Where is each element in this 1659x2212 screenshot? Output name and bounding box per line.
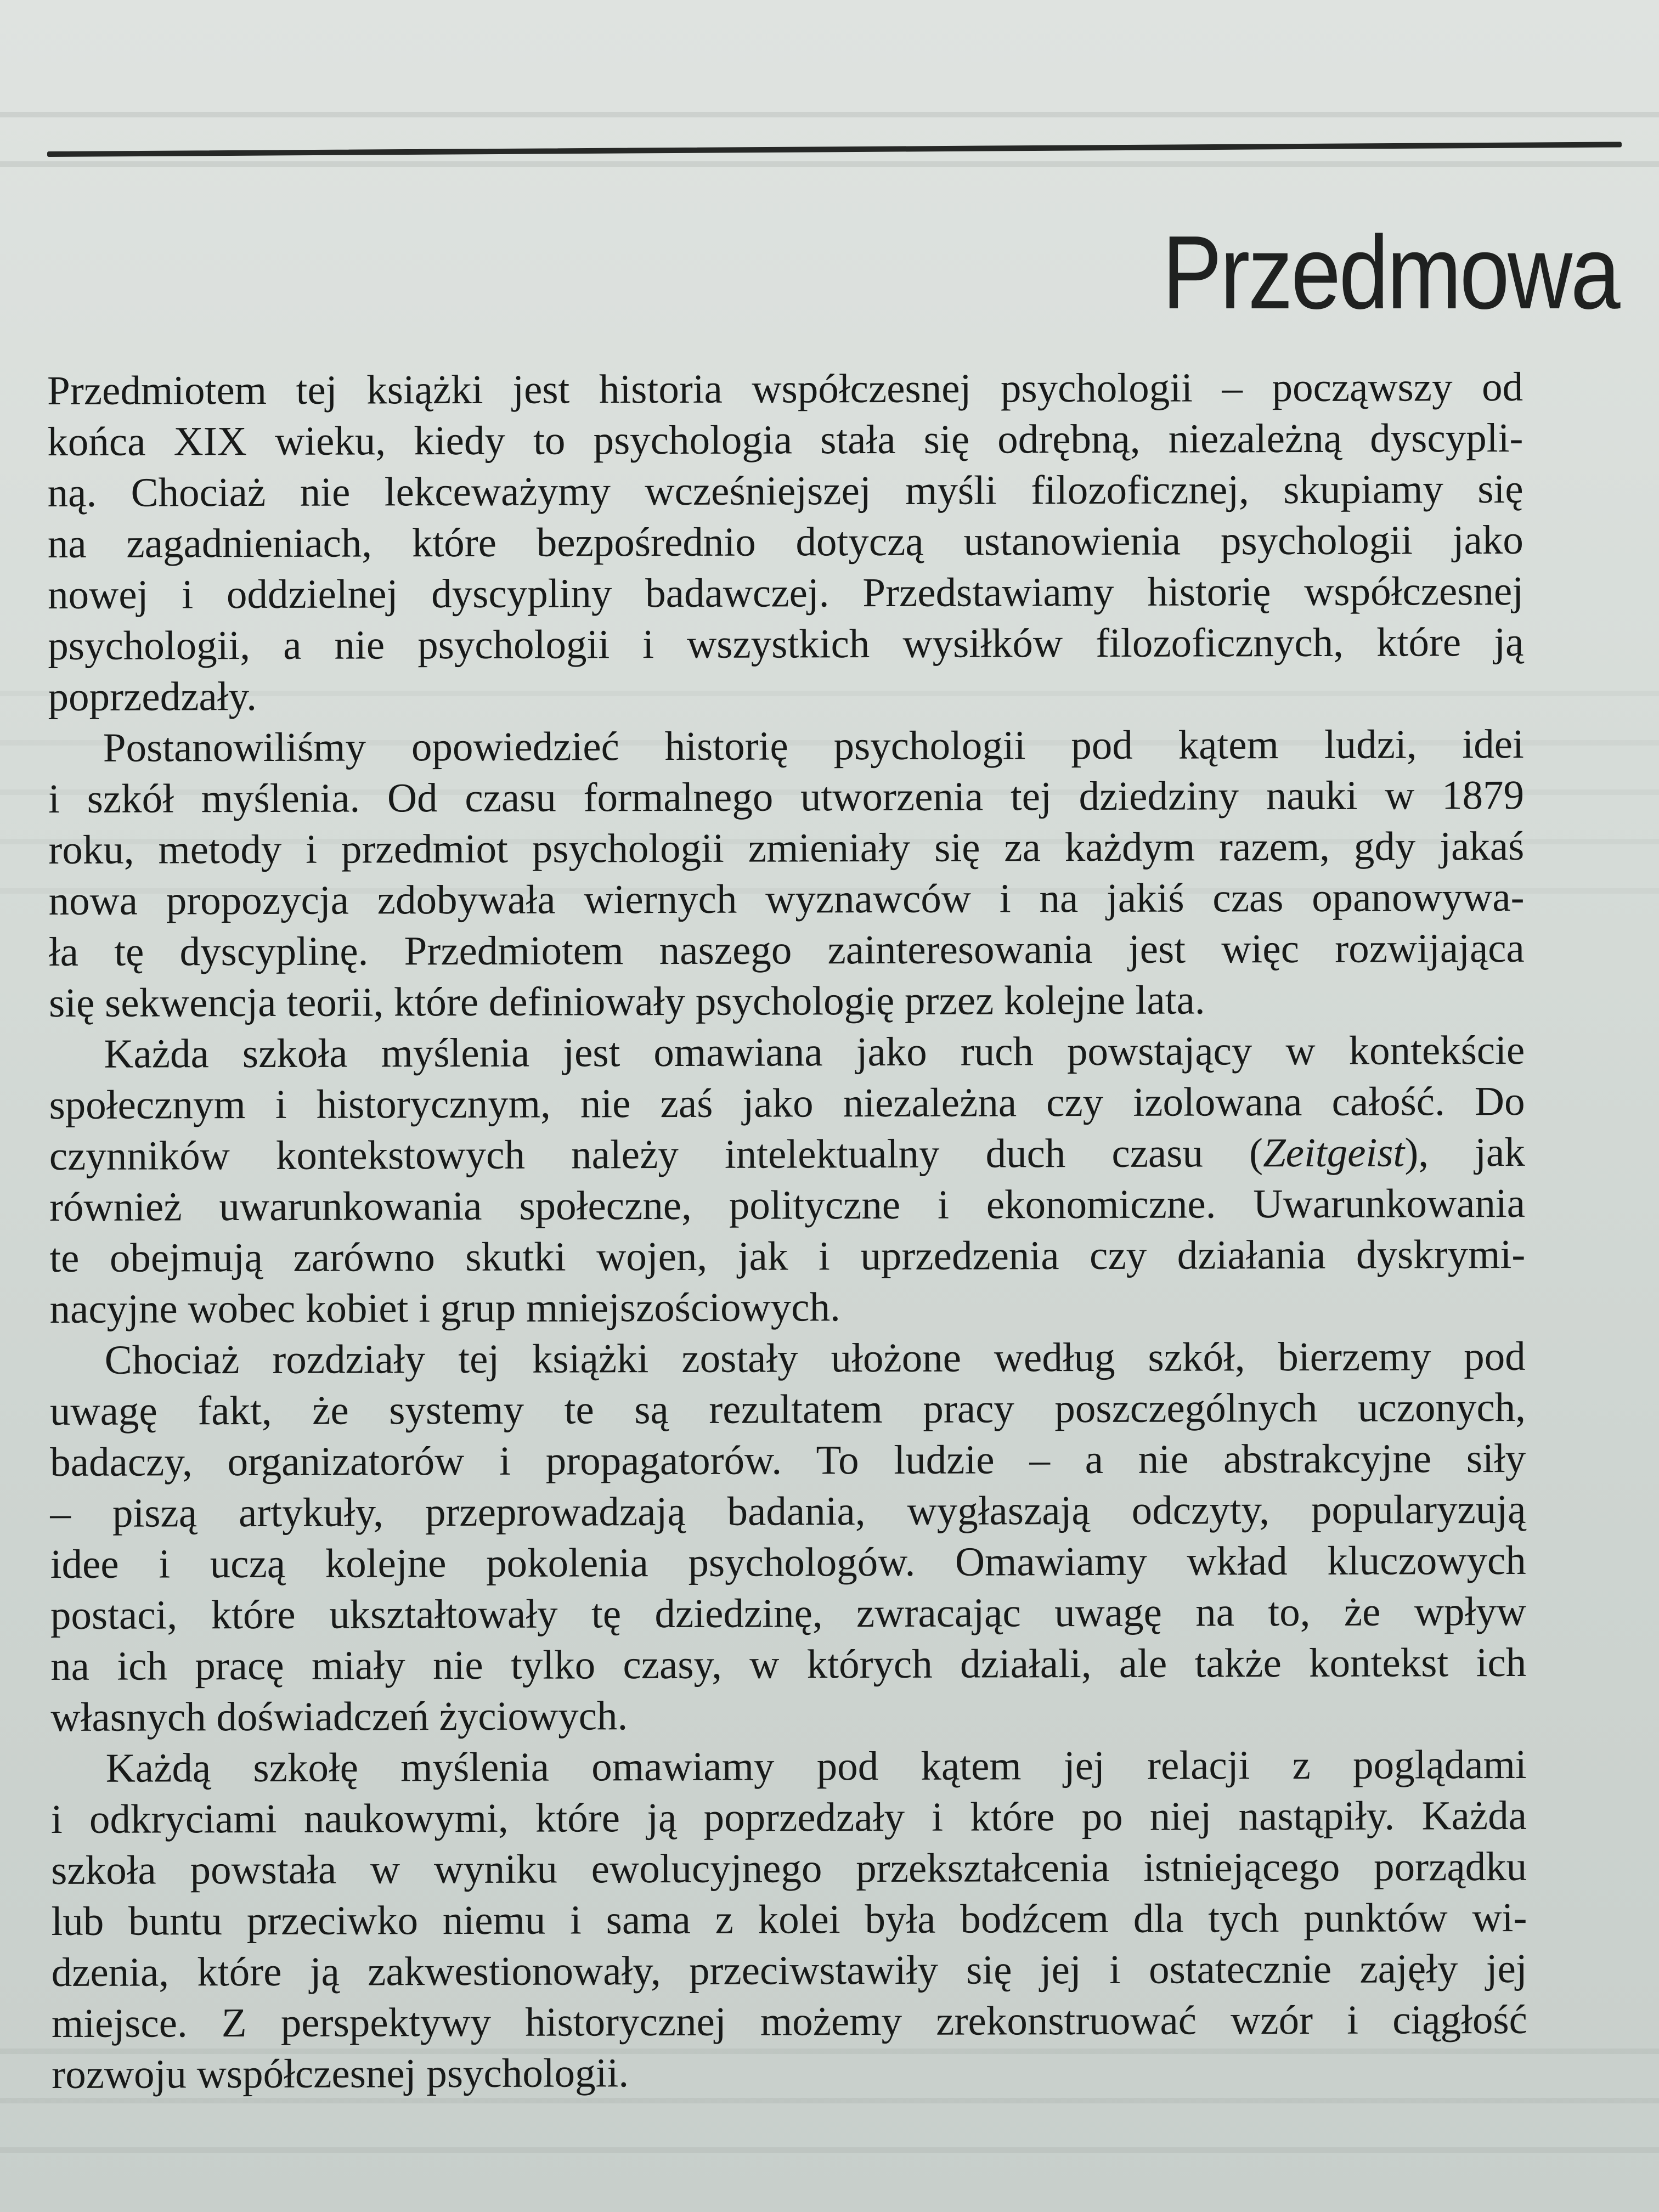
text-line: miejsce. Z perspektywy historycznej możemy zrekonstruować wzór i ciągłość [51,1996,1528,2046]
text-line: i szkół myślenia. Od czasu formalnego utworzenia tej dziedziny nauki w 1879 [48,772,1525,822]
text-line: Każda szkoła myślenia jest omawiana jako ruch powstający w kontekście [104,1027,1525,1077]
text-line: nacyjne wobec kobiet i grup mniejszościowych. [49,1284,840,1332]
text-line: badaczy, organizatorów i propagatorów. To ludzie – a nie abstrakcyjne siły [50,1435,1526,1485]
text-line: nowej i oddzielnej dyscypliny badawczej. Przedstawiamy historię współczesnej [47,568,1524,618]
text-line: społecznym i historycznym, nie zaś jako niezależna czy izolowana całość. Do [49,1078,1525,1128]
text-line: postaci, które ukształtowały tę dziedzinę, zwracając uwagę na to, że wpływ [50,1588,1527,1638]
text-line: idee i uczą kolejne pokolenia psychologów. Omawiamy wkład kluczowych [50,1537,1526,1587]
text-line: na ich pracę miały nie tylko czasy, w których działali, ale także kontekst ich [50,1639,1527,1689]
text-line: lub buntu przeciwko niemu i sama z kolei była bodźcem dla tych punktów wi- [51,1894,1527,1944]
text-line: poprzedzały. [48,674,257,720]
text-line: ła tę dyscyplinę. Przedmiotem naszego zainteresowania jest więc rozwijająca [48,925,1525,975]
text-line: końca XIX wieku, kiedy to psychologia stała się odrębną, niezależną dyscypli- [47,415,1523,465]
text-line: na zagadnieniach, które bezpośrednio dotyczą ustanowienia psychologii jako [47,517,1523,567]
paragraph-5 [51,1739,1528,2100]
page-title: Przedmowa [1162,215,1618,331]
text-line: szkoła powstała w wyniku ewolucyjnego przekształcenia istniejącego porządku [51,1843,1527,1893]
text-line: roku, metody i przedmiot psychologii zmieniały się za każdym razem, gdy jakaś [48,823,1525,873]
text-line: również uwarunkowania społeczne, polityczne i ekonomiczne. Uwarunkowania [49,1180,1526,1230]
italic-term: Zeitgeist [1262,1130,1405,1176]
text-line: Chociaż rozdziały tej książki zostały ułożone według szkół, bierzemy pod [104,1333,1526,1383]
text-segment: ), jak [1404,1129,1525,1176]
paragraph-1 [47,362,1524,723]
paragraph-2 [48,719,1525,1029]
text-line: się sekwencja teorii, które definiowały psychologię przez kolejne lata. [48,977,1205,1026]
text-line: – piszą artykuły, przeprowadzają badania, wygłaszają odczyty, popularyzują [50,1486,1526,1536]
paragraph-3 [49,1025,1525,1335]
text-line: dzenia, które ją zakwestionowały, przeciwstawiły się jej i ostatecznie zajęły jej [51,1945,1527,1995]
text-line: Każdą szkołę myślenia omawiamy pod kątem jej relacji z poglądami [105,1741,1527,1791]
text-line: ną. Chociaż nie lekceważymy wcześniejszej myśli filozoficznej, skupiamy się [47,466,1523,516]
text-segment: czynników kontekstowych należy intelektualny duch czasu ( [49,1130,1263,1179]
paragraph-4 [50,1331,1527,1743]
text-line: uwagę fakt, że systemy te są rezultatem pracy poszczególnych uczonych, [49,1384,1526,1434]
text-line: psychologii, a nie psychologii i wszystkich wysiłków filozoficznych, które ją [48,619,1524,669]
text-line-with-italic-term [49,1127,1525,1182]
text-line: rozwoju współczesnej psychologii. [52,2050,629,2097]
preface-text [47,362,1527,2100]
text-line: nowa propozycja zdobywała wiernych wyznawców i na jakiś czas opanowywa- [48,874,1525,924]
text-line: te obejmują zarówno skutki wojen, jak i uprzedzenia czy działania dyskrymi- [49,1231,1526,1281]
text-line: Postanowiliśmy opowiedzieć historię psychologii pod kątem ludzi, idei [103,721,1524,771]
text-line: Przedmiotem tej książki jest historia współczesnej psychologii – począwszy od [47,364,1523,414]
text-line: własnych doświadczeń życiowych. [50,1693,628,1740]
text-line: i odkryciami naukowymi, które ją poprzedzały i które po niej nastąpiły. Każda [50,1792,1527,1842]
